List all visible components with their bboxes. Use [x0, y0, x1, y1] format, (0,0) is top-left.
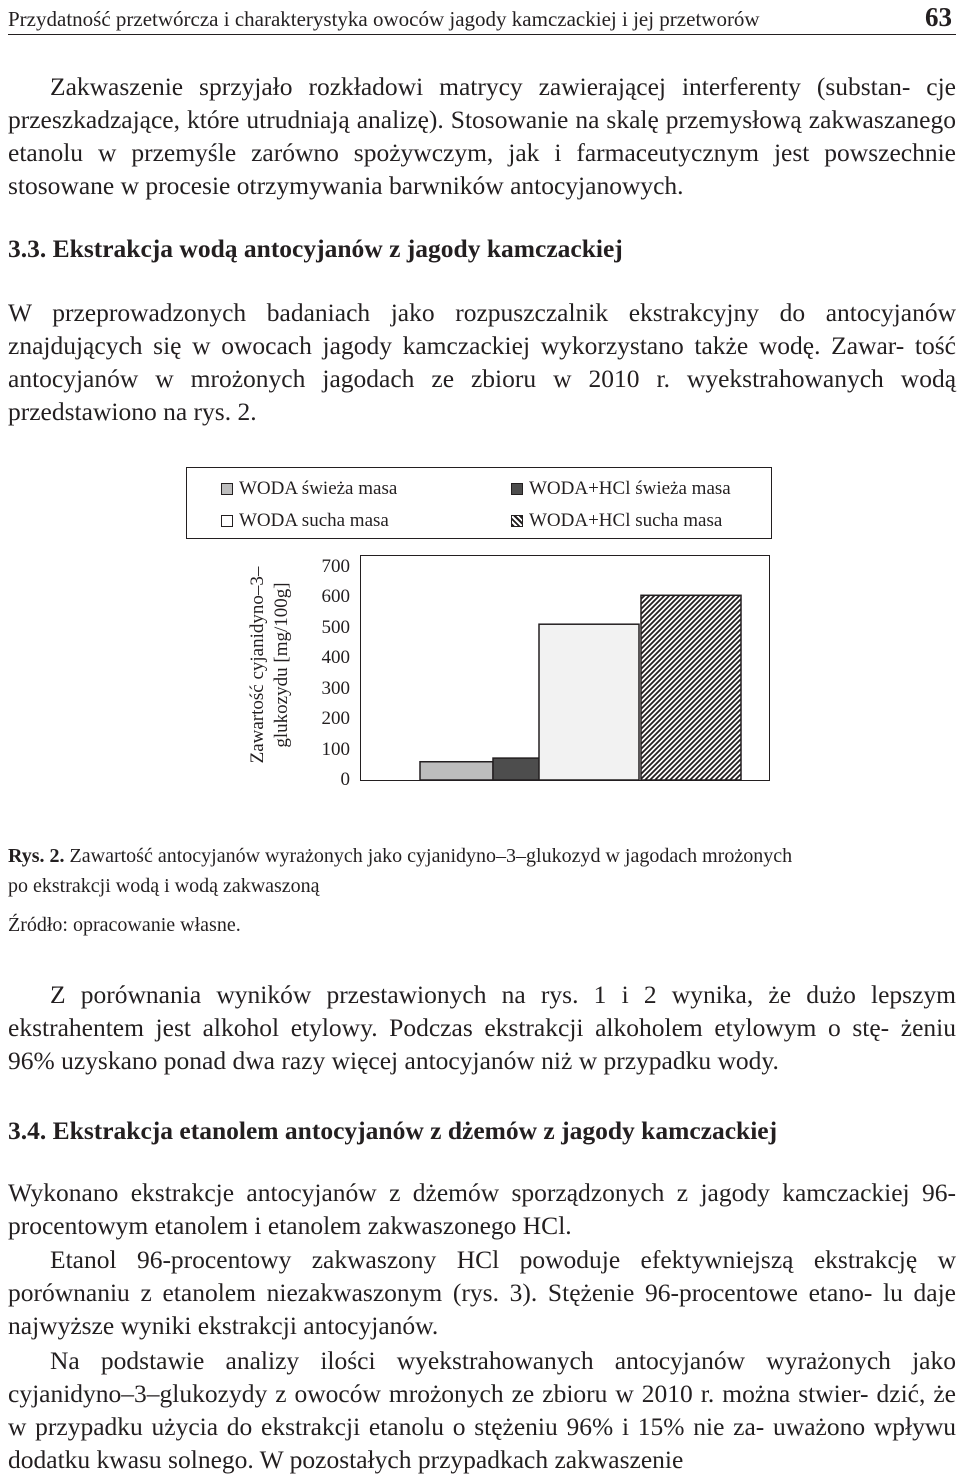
page-number: 63 [925, 2, 952, 32]
legend-item-woda-hcl-sucha: WODA+HCl sucha masa [511, 510, 722, 532]
y-tick-label: 200 [321, 708, 350, 730]
legend-item-woda-sucha: WODA sucha masa [221, 510, 389, 532]
section-heading-3-4: 3.4. Ekstrakcja etanolem antocyjanów z dżemów z jagody kamczackiej [8, 1116, 778, 1145]
paragraph-5: Etanol 96-procentowy zakwaszony HCl powoduje efektywniejszą ekstrakcję w porównaniu z etanolem niezakwaszonym (rys. 3). Stężenie 96-procentowe etano- lu daje najwyższe wyniki ekstrakcji antocyjanów. [8, 1245, 957, 1340]
bar-1 [420, 762, 493, 780]
y-tick-label: 300 [321, 677, 350, 699]
y-tick-label: 600 [321, 586, 350, 608]
y-tick-label: 700 [321, 556, 350, 577]
figure-source: Źródło: opracowanie własne. [8, 914, 241, 936]
y-tick-label: 100 [321, 738, 350, 760]
chart-legend [186, 467, 772, 539]
paragraph-3: Z porównania wyników przestawionych na rys. 1 i 2 wynika, że dużo lepszym ekstrahentem jest alkohol etylowy. Podczas ekstrakcji alkoholem etylowym o stę- żeniu 96% uzyskano ponad dwa razy więcej antocyjanów niż w przypadku wody. [8, 980, 957, 1075]
figure-caption: Rys. 2. Zawartość antocyjanów wyrażonych jako cyjanidyno–3–glukozyd w jagodach mrożonych po ekstrakcji wodą i wodą zakwaszoną [8, 845, 793, 897]
legend-item-woda-hcl-swieza: WODA+HCl świeża masa [511, 478, 731, 500]
section-heading-3-3: 3.3. Ekstrakcja wodą antocyjanów z jagody kamczackiej [8, 234, 623, 263]
paragraph-2: W przeprowadzonych badaniach jako rozpuszczalnik ekstrakcyjny do antocyjanów znajdujących się w owocach jagody kamczackiej wykorzystano także wodę. Zawar- tość antocyjanów w mrożonych jagodach ze zbioru w 2010 r. wyekstrahowanych wodą przedstawiono na rys. 2. [8, 298, 957, 426]
y-tick-label: 0 [340, 769, 350, 790]
chart-y-tick-labels [300, 555, 360, 795]
paragraph-4: Wykonano ekstrakcje antocyjanów z dżemów sporządzonych z jagody kamczackiej 96-procentowym etanolem i etanolem zakwaszonego HCl. [8, 1178, 956, 1240]
bar-3 [539, 624, 639, 780]
bar-4 [641, 595, 741, 780]
legend-swatch [511, 483, 523, 495]
legend-swatch [511, 515, 523, 527]
legend-swatch [221, 483, 233, 495]
running-header [8, 4, 956, 35]
paragraph-1: Zakwaszenie sprzyjało rozkładowi matrycy zawierającej interferenty (substan- cje przeszkadzające, które utrudniają analizę). Stosowanie na skalę przemysłową zakwaszanego etanolu w przemyśle zarówno spożywczym, jak i farmaceutycznym jest powszechnie stosowane w procesie otrzymywania barwników antocyjanowych. [8, 72, 956, 200]
legend-item-woda-swieza: WODA świeża masa [221, 478, 397, 500]
paragraph-6: Na podstawie analizy ilości wyekstrahowanych antocyjanów wyrażonych jako cyjanidyno–3–glukozydy z owoców mrożonych ze zbioru w 2010 r. można stwier- dzić, że w przypadku użycia do ekstrakcji etanolu o stężeniu 96% i 15% nie za- uważono wpływu dodatku kwasu solnego. W pozostałych przypadkach zakwaszenie [8, 1346, 957, 1474]
chart-y-axis-label: Zawartość cyjanidyno–3– glukozydu [mg/100g] [247, 566, 292, 764]
running-title: Przydatność przetwórcza i charakterystyka owoców jagody kamczackiej i jej przetworów [8, 7, 760, 31]
legend-swatch [221, 515, 233, 527]
bar-chart [360, 555, 770, 795]
y-tick-label: 500 [321, 616, 350, 638]
y-tick-label: 400 [321, 647, 350, 669]
